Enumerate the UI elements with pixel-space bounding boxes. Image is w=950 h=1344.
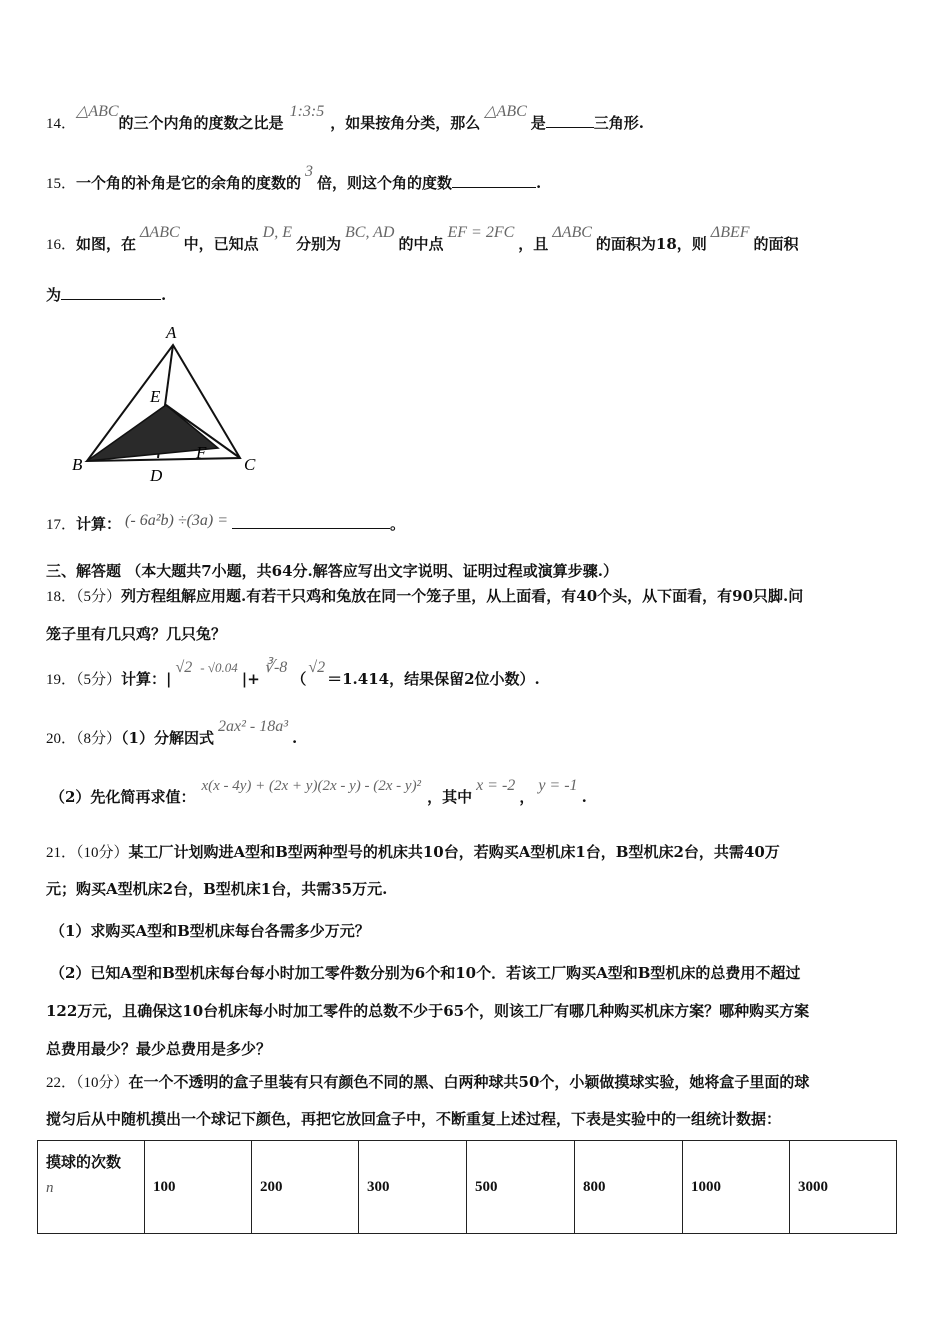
- question-text: （1）求购买A型和B型机床每台各需多少万元？: [50, 922, 370, 940]
- question-text: 分别为: [295, 235, 341, 253]
- question-21-part2-cont2: [46, 1038, 271, 1059]
- question-score: （5分）: [76, 672, 122, 688]
- math-expr: 3: [305, 163, 314, 180]
- question-text: （: [291, 670, 307, 688]
- question-number: 14．: [46, 116, 77, 132]
- question-22-cont: [46, 1108, 781, 1129]
- question-number: 19．: [46, 672, 77, 688]
- math-expr: ΔBEF: [710, 224, 750, 241]
- question-16: [46, 224, 799, 254]
- math-expr: BC, AD: [345, 224, 395, 241]
- header-variable: n: [46, 1180, 54, 1196]
- label-f: F: [196, 443, 207, 462]
- question-text: 的中点: [398, 235, 444, 253]
- question-number: 17．: [46, 517, 77, 533]
- question-text: 计算：|: [121, 670, 172, 688]
- math-expr: △ABC: [484, 103, 527, 120]
- table-cell: 200: [252, 1141, 359, 1234]
- question-text: .: [581, 788, 587, 806]
- question-text: 某工厂计划购进A型和B型两种型号的机床共10台，若购买A型机床1台，B型机床2台，共需40万: [128, 843, 780, 861]
- question-18: [46, 585, 803, 606]
- question-21-part2: [50, 962, 800, 983]
- math-expr: y = -1: [538, 777, 578, 794]
- question-text: 的面积为18，则: [595, 235, 707, 253]
- question-20: [46, 718, 298, 748]
- question-text: ，且: [518, 235, 549, 253]
- answer-blank: [546, 113, 594, 128]
- question-20-part2: [50, 777, 587, 807]
- question-14: [46, 103, 645, 133]
- question-score: （8分）: [76, 731, 122, 747]
- answer-blank: [232, 514, 390, 529]
- question-15: [46, 163, 542, 193]
- label-d: D: [150, 466, 163, 485]
- question-19: [46, 659, 540, 689]
- math-expr: √2: [175, 659, 193, 676]
- math-expr: (- 6a²b) ÷(3a) =: [125, 512, 229, 529]
- table-cell: 800: [575, 1141, 683, 1234]
- label-a: A: [166, 323, 177, 342]
- table-cell: 3000: [790, 1141, 897, 1234]
- math-expr: ΔABC: [140, 224, 180, 241]
- table-cell: 300: [359, 1141, 467, 1234]
- question-21-part2-cont: [46, 1000, 809, 1021]
- question-text: ＝1.414，结果保留2位小数）.: [327, 670, 540, 688]
- math-expr: √2: [308, 659, 326, 676]
- question-text: 中，已知点: [183, 235, 259, 253]
- question-text: 搅匀后从中随机摸出一个球记下颜色，再把它放回盒子中，不断重复上述过程，下表是实验中的一组统计数据：: [46, 1110, 782, 1128]
- math-expr: ∛-8: [263, 659, 288, 676]
- question-text: 122万元，且确保这10台机床每小时加工零件的总数不少于65个，则该工厂有哪几种购买机床方案？哪种购买方案: [46, 1002, 810, 1020]
- question-number: 18．: [46, 589, 77, 605]
- question-score: （10分）: [76, 845, 129, 861]
- table-cell: 1000: [683, 1141, 790, 1234]
- question-21-cont: [46, 878, 387, 899]
- question-text: 的面积: [753, 235, 799, 253]
- question-22: [46, 1071, 809, 1092]
- question-score: （10分）: [76, 1075, 129, 1091]
- question-number: 20．: [46, 731, 77, 747]
- math-expr: 2ax² - 18a³: [217, 718, 289, 735]
- question-text: 为: [46, 286, 62, 304]
- table-cell: 500: [467, 1141, 575, 1234]
- question-number: 16．: [46, 237, 77, 253]
- question-18-cont: [46, 623, 226, 644]
- question-text: （2）已知A型和B型机床每台每小时加工零件数分别为6个和10个．若该工厂购买A型和B型机床的总费用不超过: [50, 964, 801, 982]
- question-text: ，其中: [427, 788, 473, 806]
- question-text: 总费用最少？最少总费用是多少？: [46, 1040, 272, 1058]
- question-text: 。: [390, 515, 406, 533]
- question-text: （1）分解因式: [121, 729, 214, 747]
- question-number: 15．: [46, 176, 77, 192]
- question-text: 在一个不透明的盒子里装有只有颜色不同的黑、白两种球共50个，小颖做摸球实验，她将盒子里面的球: [128, 1073, 810, 1091]
- section-title: 三、解答题 （本大题共7小题，共64分.解答应写出文字说明、证明过程或演算步骤.）: [46, 562, 618, 580]
- label-e: E: [150, 387, 161, 406]
- question-text: 的三个内角的度数之比是: [118, 114, 284, 132]
- question-text: 一个角的补角是它的余角的度数的: [76, 174, 302, 192]
- math-expr: △ABC: [76, 103, 119, 120]
- question-score: （5分）: [76, 589, 122, 605]
- table-row: [38, 1141, 897, 1234]
- question-text: （2）先化简再求值：: [50, 788, 196, 806]
- question-21-part1: [50, 920, 370, 941]
- math-expr: x = -2: [476, 777, 516, 794]
- triangle-figure: [70, 318, 260, 486]
- question-text: 如图，在: [76, 235, 137, 253]
- question-text: .: [161, 286, 167, 304]
- question-text: .: [292, 729, 298, 747]
- question-text: 倍，则这个角的度数: [317, 174, 453, 192]
- question-number: 21．: [46, 845, 77, 861]
- label-b: B: [72, 455, 83, 474]
- question-21: [46, 841, 780, 862]
- label-c: C: [244, 455, 256, 474]
- question-text: 元；购买A型机床2台，B型机床1台，共需35万元.: [46, 880, 388, 898]
- math-expr: ΔABC: [552, 224, 592, 241]
- question-text: 计算：: [76, 515, 122, 533]
- table-header-cell: [38, 1141, 145, 1234]
- table-cell: 100: [145, 1141, 252, 1234]
- question-text: .: [536, 174, 542, 192]
- math-expr: - √0.04: [200, 660, 238, 675]
- question-text: 笼子里有几只鸡？几只兔？: [46, 625, 227, 643]
- data-table: [37, 1140, 897, 1234]
- question-number: 22．: [46, 1075, 77, 1091]
- math-expr: 1:3:5: [289, 103, 325, 120]
- section-heading: [46, 560, 618, 581]
- math-expr: D, E: [262, 224, 292, 241]
- question-text: ，如果按角分类，那么: [330, 114, 481, 132]
- math-expr: EF = 2FC: [447, 224, 515, 241]
- answer-blank: [61, 285, 161, 300]
- question-text: 三角形.: [593, 114, 645, 132]
- question-17: [46, 513, 405, 534]
- question-text: 是: [530, 114, 546, 132]
- question-text: ，: [519, 788, 535, 806]
- answer-blank: [452, 173, 536, 188]
- question-text: |+: [241, 670, 260, 688]
- question-16-cont: [46, 284, 166, 305]
- math-expr: x(x - 4y) + (2x + y)(2x - y) - (2x - y)²: [201, 778, 422, 794]
- question-text: 列方程组解应用题.有若干只鸡和兔放在同一个笼子里，从上面看，有40个头，从下面看，有90只脚.问: [121, 587, 804, 605]
- header-label: 摸球的次数: [46, 1153, 122, 1171]
